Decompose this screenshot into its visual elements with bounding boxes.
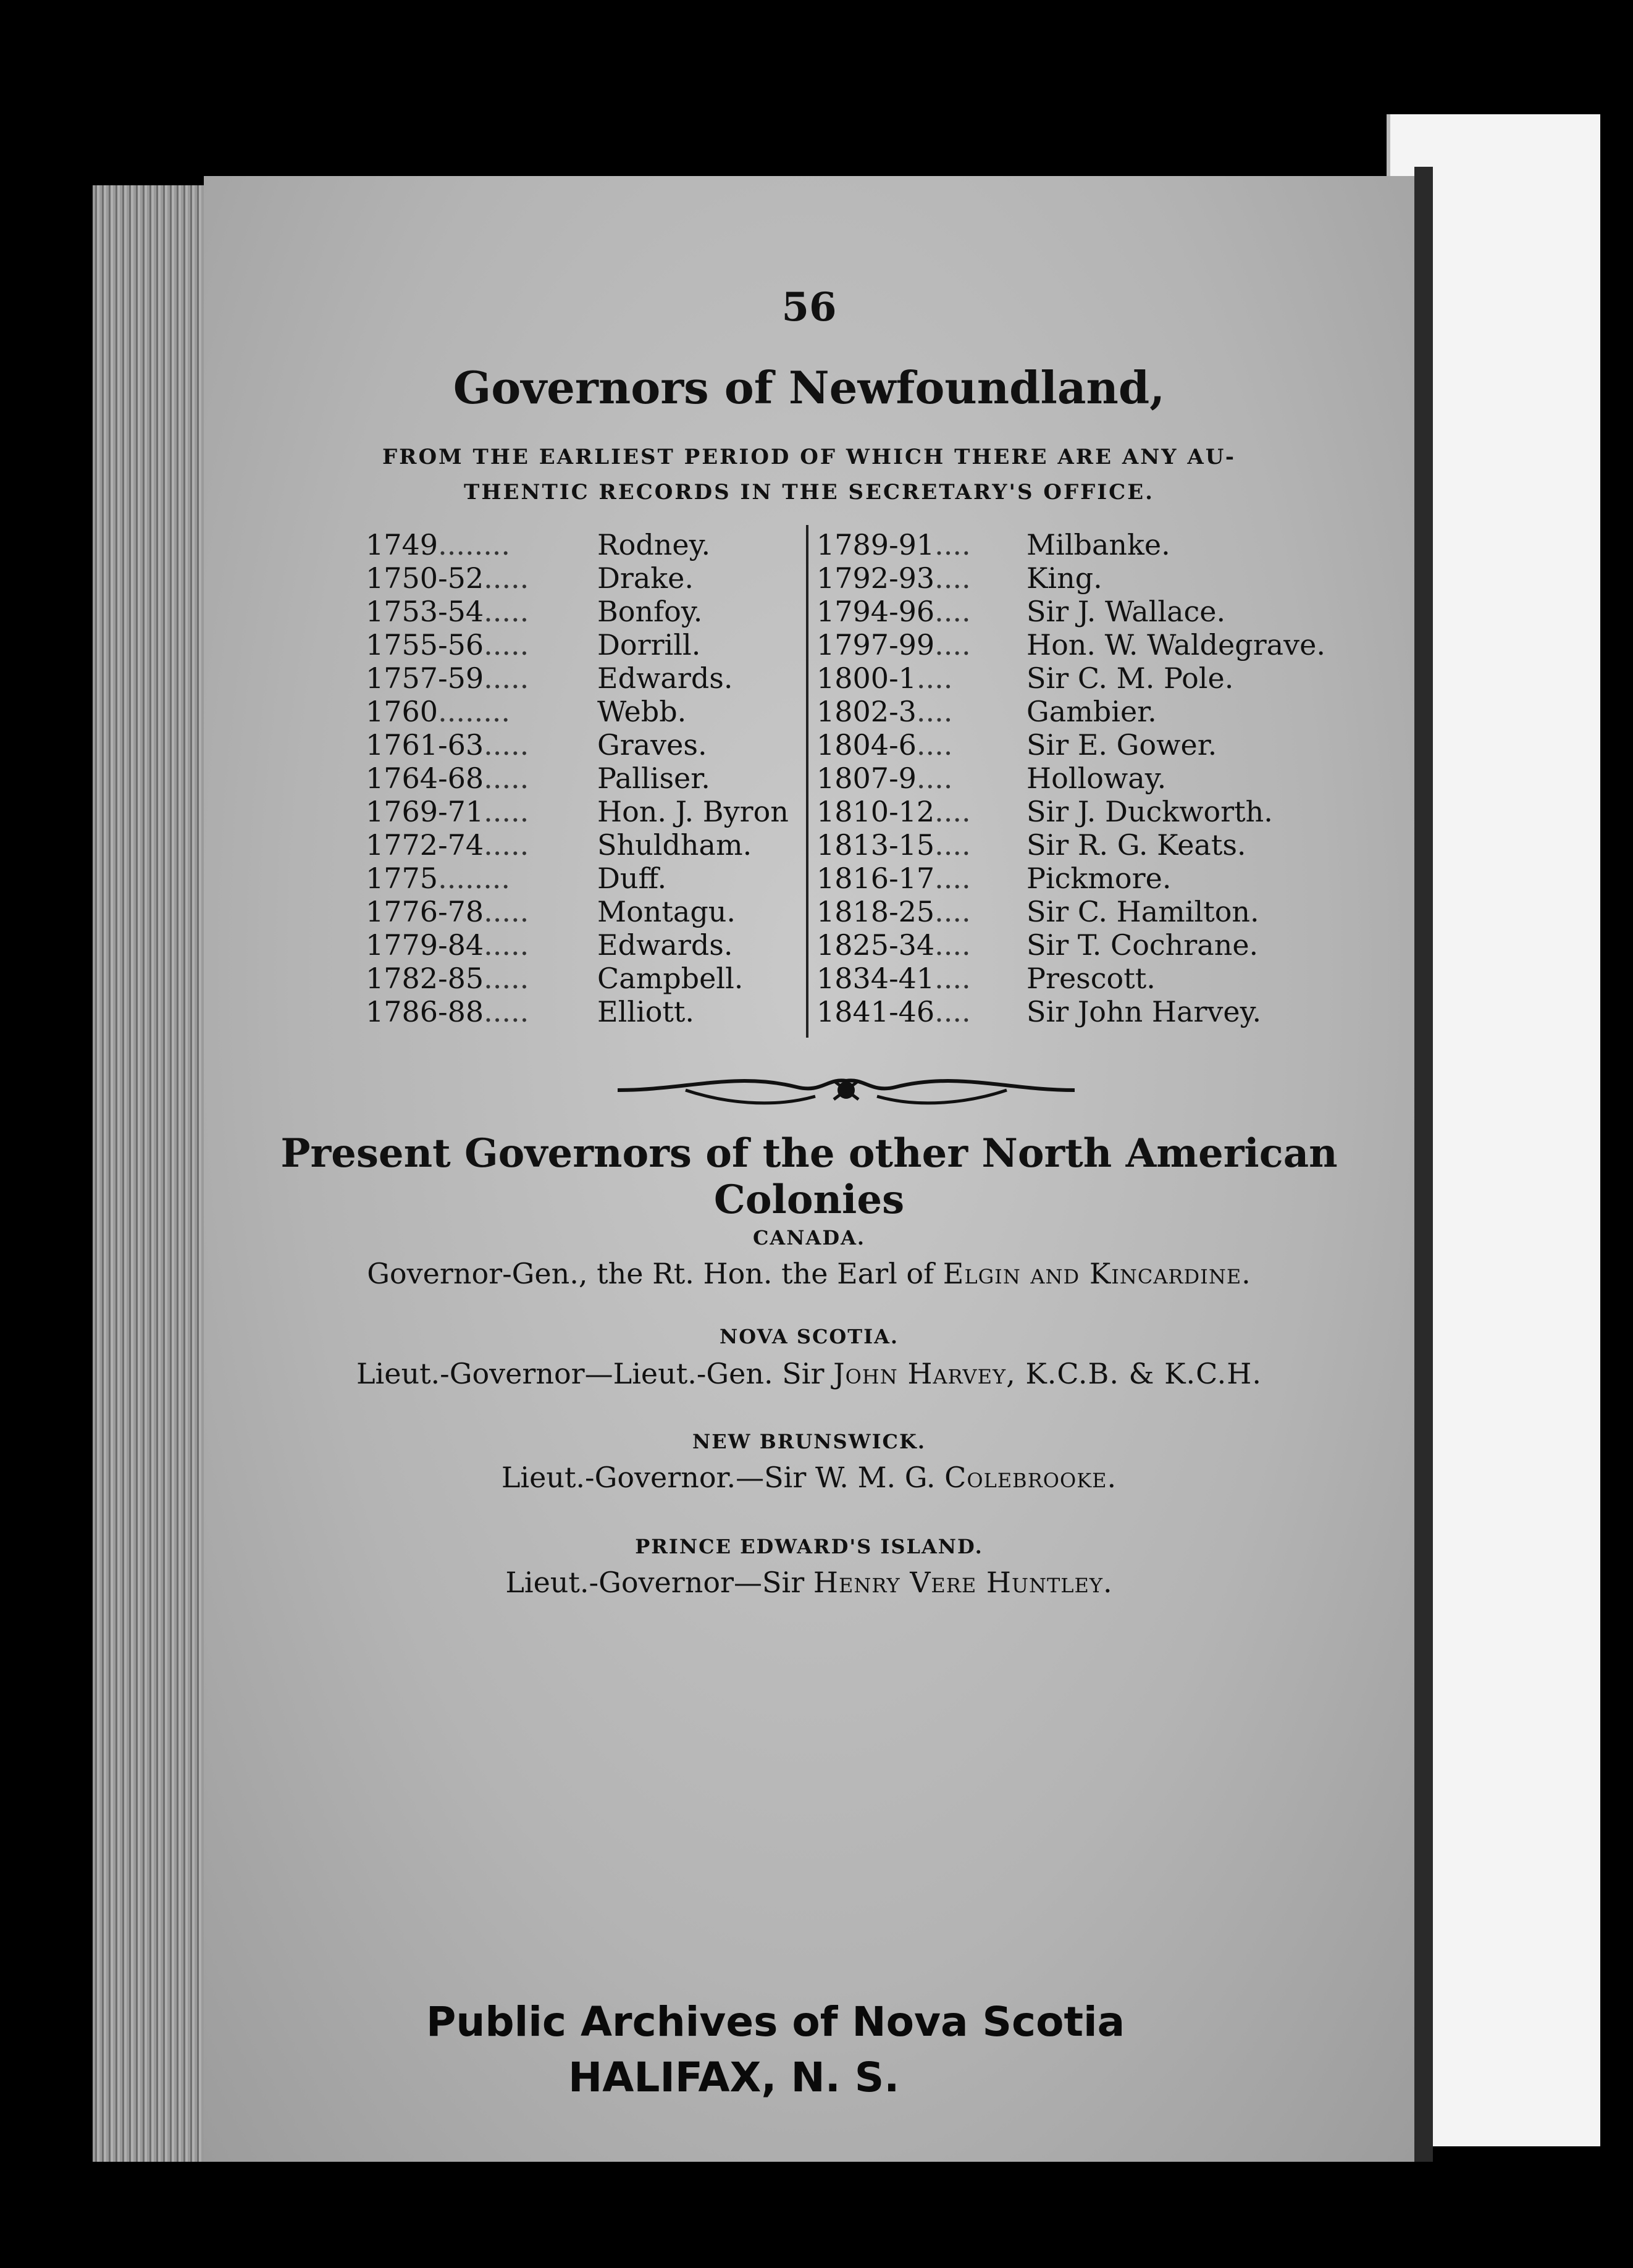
governor-name: Campbell. [597,962,744,995]
nova-scotia-governor-name: John Harvey, K.C.B. & K.C.H. [833,1357,1262,1390]
governor-years [816,828,1026,862]
leader-dots: .... [934,595,971,628]
leader-dots: .... [916,695,953,728]
leader-dots: ..... [484,962,529,995]
nova-scotia-governor-title: Lieut.-Governor—Lieut.-Gen. Sir [356,1357,825,1390]
governor-years-text: 1816-17 [816,862,935,895]
canada-governor-name: Elgin and Kincardine. [942,1257,1251,1290]
governor-years [366,928,597,962]
governor-years-text: 1813-15 [816,828,935,862]
governor-years-text: 1776-78 [366,895,484,928]
leader-dots: ..... [484,628,529,662]
governor-name: Graves. [597,728,707,762]
governor-left-row [366,895,789,928]
governor-right-row [816,862,1325,895]
governor-years [816,762,1026,795]
leader-dots: ..... [484,595,529,628]
governor-years-text: 1841-46 [816,995,935,1028]
leader-dots: .... [934,995,971,1028]
governor-years [366,995,597,1028]
leader-dots: .... [934,795,971,828]
leader-dots: .... [916,762,953,795]
document-page [204,176,1414,2162]
leader-dots: ..... [484,895,529,928]
governor-years [366,895,597,928]
governor-years [816,962,1026,995]
governor-right-row [816,995,1325,1028]
governor-years-text: 1772-74 [366,828,484,862]
governor-years [366,795,597,828]
governor-right-row [816,928,1325,962]
leader-dots: ..... [484,828,529,862]
governor-years-text: 1761-63 [366,728,484,762]
nova-scotia-heading: NOVA SCOTIA. [719,1325,899,1348]
new-brunswick-governor [204,1461,1414,1494]
governor-right-row [816,561,1325,595]
governor-left-row [366,528,789,561]
governor-years-text: 1810-12 [816,795,935,828]
leader-dots: .... [934,928,971,962]
governor-years [816,862,1026,895]
governor-years-text: 1804-6 [816,728,917,762]
governor-name: Sir J. Duckworth. [1026,795,1273,828]
governor-years-text: 1789-91 [816,528,935,561]
leader-dots: ........ [438,862,511,895]
governor-years [366,561,597,595]
governor-name: Sir J. Wallace. [1026,595,1226,628]
new-brunswick-heading: NEW BRUNSWICK. [692,1430,926,1453]
governor-left-row [366,728,789,762]
governor-years-text: 1797-99 [816,628,935,662]
leader-dots: ..... [484,728,529,762]
canada-governor-title: Governor-Gen., the Rt. Hon. the Earl of [367,1257,934,1290]
governor-years [366,528,597,561]
governor-name: Shuldham. [597,828,752,862]
governor-name: Gambier. [1026,695,1157,728]
governor-name: Hon. W. Waldegrave. [1026,628,1325,662]
page-number: 56 [781,284,837,330]
governor-years [816,728,1026,762]
governor-name: Dorrill. [597,628,701,662]
governor-right-row [816,628,1325,662]
governor-left-row [366,595,789,628]
governor-name: Edwards. [597,662,733,695]
pei-governor-title: Lieut.-Governor—Sir [505,1566,805,1599]
governor-years [366,728,597,762]
governor-years [816,662,1026,695]
page-stack-edge [93,185,210,2162]
governor-years-text: 1755-56 [366,628,484,662]
governor-left-row [366,695,789,728]
governor-years-text: 1779-84 [366,928,484,962]
governor-years-text: 1825-34 [816,928,935,962]
governor-left-row [366,828,789,862]
governor-left-row [366,628,789,662]
governor-years [816,695,1026,728]
governor-years-text: 1818-25 [816,895,935,928]
leader-dots: .... [934,628,971,662]
subtitle-line-2: THENTIC RECORDS IN THE SECRETARY'S OFFICE. [464,480,1154,505]
governor-name: Elliott. [597,995,695,1028]
governor-right-row [816,728,1325,762]
governors-list-right [816,528,1325,1028]
governor-years-text: 1800-1 [816,662,917,695]
archive-stamp-line-2: HALIFAX, N. S. [568,2054,900,2101]
governor-left-row [366,662,789,695]
subtitle-line-1: FROM THE EARLIEST PERIOD OF WHICH THERE ARE ANY AU- [382,445,1236,469]
leader-dots: ..... [484,995,529,1028]
governor-years-text: 1775 [366,862,439,895]
governor-years-text: 1749 [366,528,439,561]
governor-left-row [366,862,789,895]
governor-left-row [366,561,789,595]
governor-right-row [816,595,1325,628]
governor-left-row [366,928,789,962]
governor-name: Sir T. Cochrane. [1026,928,1259,962]
governor-years [366,828,597,862]
governor-left-row [366,762,789,795]
governor-name: Duff. [597,862,667,895]
governor-name: Holloway. [1026,762,1167,795]
governor-years [366,862,597,895]
governor-years-text: 1786-88 [366,995,484,1028]
governor-years-text: 1764-68 [366,762,484,795]
governor-left-row [366,995,789,1028]
governor-name: Sir R. G. Keats. [1026,828,1246,862]
governor-name: Rodney. [597,528,711,561]
leader-dots: .... [934,561,971,595]
governor-years [816,561,1026,595]
governor-years [816,895,1026,928]
new-brunswick-governor-title: Lieut.-Governor.—Sir W. M. G. [501,1461,936,1494]
governor-right-row [816,695,1325,728]
governor-name: King. [1026,561,1102,595]
new-brunswick-governor-name: Colebrooke. [944,1461,1117,1494]
governor-name: Pickmore. [1026,862,1172,895]
pei-governor-name: Henry Vere Huntley. [813,1566,1113,1599]
governor-years-text: 1757-59 [366,662,484,695]
governor-years [366,595,597,628]
governor-right-row [816,895,1325,928]
governors-list-left [366,528,789,1028]
leader-dots: .... [934,895,971,928]
governor-right-row [816,828,1325,862]
governor-years [366,662,597,695]
present-governors-title: Present Governors of the other North American Colonies [280,1130,1338,1223]
governor-years-text: 1792-93 [816,561,935,595]
leader-dots: ..... [484,795,529,828]
governor-name: Hon. J. Byron [597,795,789,828]
governor-left-row [366,962,789,995]
canada-governor [204,1257,1414,1290]
governor-years-text: 1750-52 [366,561,484,595]
governor-name: Edwards. [597,928,733,962]
canada-heading: CANADA. [752,1226,866,1250]
leader-dots: ..... [484,662,529,695]
leader-dots: ..... [484,762,529,795]
pei-heading: PRINCE EDWARD'S ISLAND. [635,1535,983,1558]
governor-name: Bonfoy. [597,595,703,628]
governor-right-row [816,795,1325,828]
governor-years-text: 1802-3 [816,695,917,728]
leader-dots: .... [934,962,971,995]
governor-right-row [816,762,1325,795]
nova-scotia-governor [204,1357,1414,1390]
governor-name: Drake. [597,561,694,595]
governor-years [816,995,1026,1028]
governor-left-row [366,795,789,828]
governor-years-text: 1807-9 [816,762,917,795]
leader-dots: ........ [438,695,511,728]
ornament-divider [611,1065,1081,1115]
governor-right-row [816,662,1325,695]
governor-years-text: 1753-54 [366,595,484,628]
pei-governor [204,1566,1414,1599]
leader-dots: .... [934,862,971,895]
governor-years [816,928,1026,962]
governor-right-row [816,962,1325,995]
governor-years [816,628,1026,662]
governor-years [366,962,597,995]
governor-name: Sir C. M. Pole. [1026,662,1234,695]
governor-years-text: 1782-85 [366,962,484,995]
governor-name: Prescott. [1026,962,1156,995]
governor-years [816,528,1026,561]
governor-name: Sir C. Hamilton. [1026,895,1259,928]
page-title: Governors of Newfoundland, [453,361,1165,414]
leader-dots: .... [916,662,953,695]
governor-name: Sir E. Gower. [1026,728,1217,762]
governor-years-text: 1834-41 [816,962,935,995]
governor-name: Montagu. [597,895,736,928]
governor-name: Palliser. [597,762,710,795]
archive-stamp-line-1: Public Archives of Nova Scotia [426,1998,1125,2046]
leader-dots: ........ [438,528,511,561]
leader-dots: ..... [484,928,529,962]
governor-right-row [816,528,1325,561]
governor-years [366,628,597,662]
governor-years [366,762,597,795]
governor-name: Sir John Harvey. [1026,995,1262,1028]
governor-years-text: 1794-96 [816,595,935,628]
leader-dots: .... [934,828,971,862]
governor-name: Milbanke. [1026,528,1170,561]
governor-name: Webb. [597,695,687,728]
binding-shadow [1414,167,1433,2162]
column-divider [806,525,808,1038]
leader-dots: ..... [484,561,529,595]
governor-years-text: 1760 [366,695,439,728]
governor-years [366,695,597,728]
leader-dots: .... [934,528,971,561]
governor-years [816,595,1026,628]
governor-years-text: 1769-71 [366,795,484,828]
governor-years [816,795,1026,828]
leader-dots: .... [916,728,953,762]
